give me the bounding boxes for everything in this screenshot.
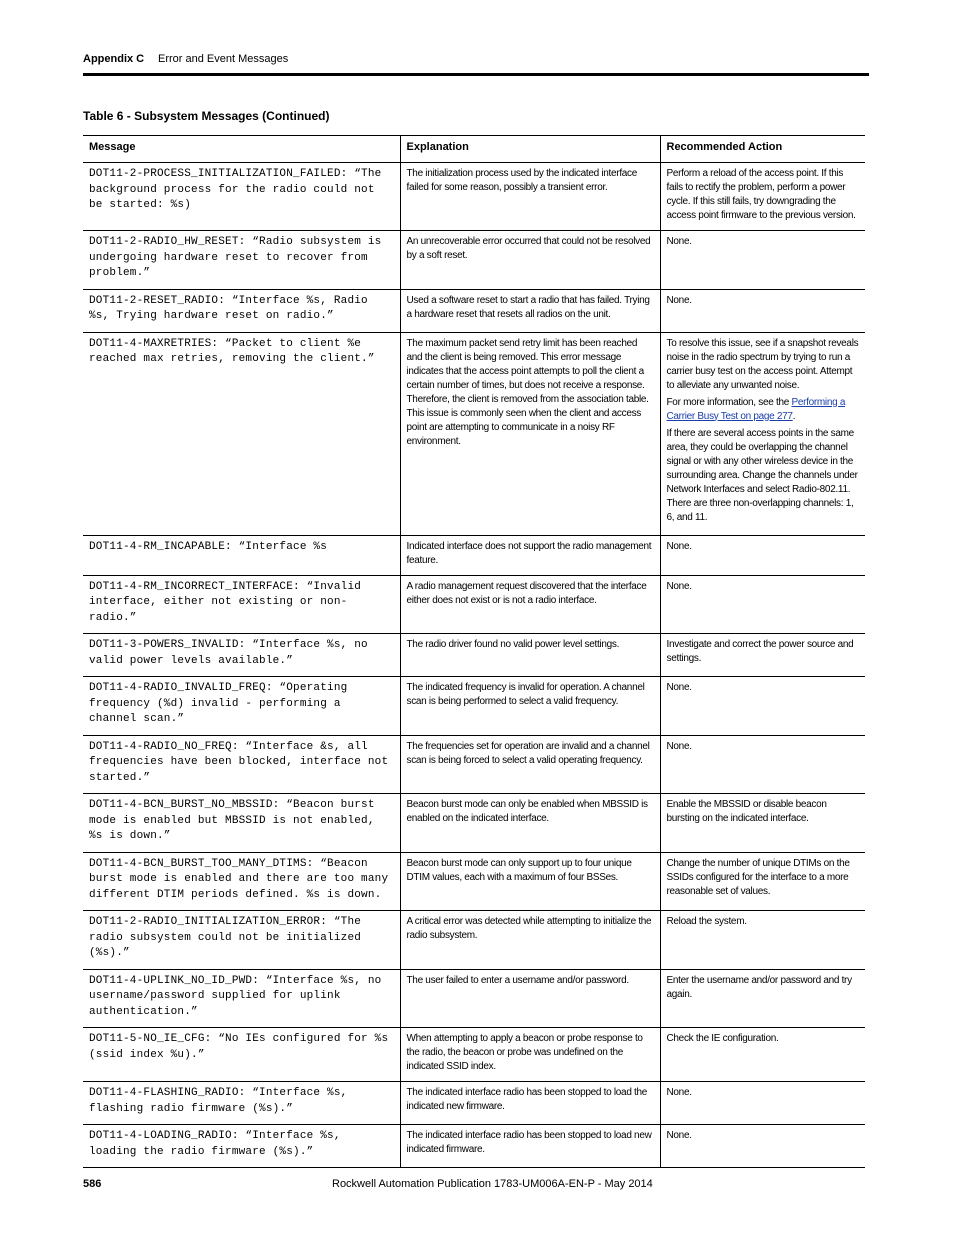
action-text: . <box>792 410 796 422</box>
table-row <box>83 332 865 535</box>
action-cell: None. <box>660 575 865 634</box>
message-cell: DOT11-4-FLASHING_RADIO: “Interface %s, flashing radio firmware (%s).” <box>83 1082 400 1125</box>
message-cell: DOT11-4-RADIO_NO_FREQ: “Interface &s, all frequencies have been blocked, interface not started.” <box>83 735 400 794</box>
column-header-message: Message <box>83 136 400 163</box>
action-cell <box>660 332 865 535</box>
table-header-row <box>83 136 865 163</box>
table-row <box>83 911 865 970</box>
message-cell: DOT11-2-PROCESS_INITIALIZATION_FAILED: “The background process for the radio could not be started: %s) <box>83 163 400 231</box>
message-cell: DOT11-4-MAXRETRIES: “Packet to client %e reached max retries, removing the client.” <box>83 332 400 535</box>
table-row <box>83 289 865 332</box>
action-cell: None. <box>660 735 865 794</box>
table-row <box>83 969 865 1028</box>
action-cell: Enable the MBSSID or disable beacon bursting on the indicated interface. <box>660 794 865 853</box>
explanation-cell: Indicated interface does not support the radio management feature. <box>400 535 660 575</box>
table-row <box>83 634 865 677</box>
explanation-cell: The indicated interface radio has been stopped to load the indicated new firmware. <box>400 1082 660 1125</box>
table-row <box>83 794 865 853</box>
explanation-cell: An unrecoverable error occurred that could not be resolved by a soft reset. <box>400 231 660 290</box>
table-row <box>83 535 865 575</box>
message-cell: DOT11-3-POWERS_INVALID: “Interface %s, no valid power levels available.” <box>83 634 400 677</box>
explanation-cell: The indicated interface radio has been stopped to load new indicated firmware. <box>400 1125 660 1168</box>
page-header <box>83 53 289 65</box>
action-cell: Change the number of unique DTIMs on the SSIDs configured for the interface to a more reasonable set of values. <box>660 852 865 911</box>
message-cell: DOT11-4-RADIO_INVALID_FREQ: “Operating frequency (%d) invalid - performing a channel scan.” <box>83 677 400 736</box>
column-header-recommended-action: Recommended Action <box>660 136 865 163</box>
explanation-cell: Beacon burst mode can only support up to four unique DTIM values, each with a maximum of four BSSes. <box>400 852 660 911</box>
explanation-cell: When attempting to apply a beacon or probe response to the radio, the beacon or probe was undefined on the indicated SSID index. <box>400 1028 660 1082</box>
message-cell: DOT11-4-BCN_BURST_NO_MBSSID: “Beacon burst mode is enabled but MBSSID is not enabled, %s is down.” <box>83 794 400 853</box>
message-cell: DOT11-5-NO_IE_CFG: “No IEs configured for %s (ssid index %u).” <box>83 1028 400 1082</box>
message-cell: DOT11-2-RADIO_INITIALIZATION_ERROR: “The radio subsystem could not be initialized (%s).” <box>83 911 400 970</box>
publication-info: Rockwell Automation Publication 1783-UM006A-EN-P - May 2014 <box>332 1178 653 1190</box>
subsystem-messages-table <box>83 135 865 1168</box>
appendix-label: Appendix C <box>83 53 145 65</box>
action-text: For more information, see the <box>666 396 792 408</box>
column-header-explanation: Explanation <box>400 136 660 163</box>
table-row <box>83 575 865 634</box>
action-paragraph <box>667 396 860 424</box>
explanation-cell: The maximum packet send retry limit has been reached and the client is being removed. This error message indicates that the access point attempts to poll the client a certain number of times, but does not receive a response. Therefore, the client is removed from the association table. This issue is commonly seen when the client and access point are attempting to communicate in a noisy RF environment. <box>400 332 660 535</box>
message-cell: DOT11-4-RM_INCORRECT_INTERFACE: “Invalid interface, either not existing or non-radio.” <box>83 575 400 634</box>
action-paragraph: If there are several access points in the same area, they could be overlapping the channel signal or with any other wireless device in the surrounding area. Change the channels under Network Interfaces and select Radio-802.11. There are three non-overlapping channels: 1, 6, and 11. <box>666 427 858 523</box>
table-row <box>83 735 865 794</box>
page-number: 586 <box>83 1178 102 1190</box>
action-cell: None. <box>660 1125 865 1168</box>
table-row <box>83 677 865 736</box>
message-cell: DOT11-2-RADIO_HW_RESET: “Radio subsystem is undergoing hardware reset to recover from problem.” <box>83 231 400 290</box>
action-cell: Enter the username and/or password and try again. <box>660 969 865 1028</box>
section-title: Error and Event Messages <box>158 53 289 65</box>
message-cell: DOT11-4-UPLINK_NO_ID_PWD: “Interface %s, no username/password supplied for uplink authentication.” <box>83 969 400 1028</box>
carrier-busy-test-link[interactable]: Performing a Carrier Busy Test on page 277 <box>666 396 846 422</box>
action-cell: Perform a reload of the access point. If this fails to rectify the problem, perform a power cycle. If this still fails, try downgrading the access point firmware to the previous version. <box>660 163 865 231</box>
explanation-cell: The user failed to enter a username and/or password. <box>400 969 660 1028</box>
action-cell: Check the IE configuration. <box>660 1028 865 1082</box>
table-row <box>83 231 865 290</box>
explanation-cell: The initialization process used by the indicated interface failed for some reason, possibly a transient error. <box>400 163 660 231</box>
action-cell: None. <box>660 1082 865 1125</box>
explanation-cell: The indicated frequency is invalid for operation. A channel scan is being performed to select a valid frequency. <box>400 677 660 736</box>
table-row <box>83 1082 865 1125</box>
action-cell: Investigate and correct the power source and settings. <box>660 634 865 677</box>
explanation-cell: A radio management request discovered that the interface either does not exist or is not a radio interface. <box>400 575 660 634</box>
table-row <box>83 163 865 231</box>
message-cell: DOT11-4-LOADING_RADIO: “Interface %s, loading the radio firmware (%s).” <box>83 1125 400 1168</box>
header-rule <box>83 73 869 76</box>
action-cell: None. <box>660 231 865 290</box>
table-title: Table 6 - Subsystem Messages (Continued) <box>83 109 330 123</box>
message-cell: DOT11-4-RM_INCAPABLE: “Interface %s <box>83 535 400 575</box>
explanation-cell: A critical error was detected while attempting to initialize the radio subsystem. <box>400 911 660 970</box>
action-cell: None. <box>660 535 865 575</box>
action-paragraph: To resolve this issue, see if a snapshot reveals noise in the radio spectrum by trying to run a carrier busy test on the access point. Attempt to alleviate any unwanted noise. <box>666 337 859 391</box>
explanation-cell: The frequencies set for operation are invalid and a channel scan is being forced to select a valid operating frequency. <box>400 735 660 794</box>
table-row <box>83 1028 865 1082</box>
table-row <box>83 852 865 911</box>
action-cell: None. <box>660 677 865 736</box>
message-cell: DOT11-4-BCN_BURST_TOO_MANY_DTIMS: “Beacon burst mode is enabled and there are too many different DTIM periods defined. %s is down. <box>83 852 400 911</box>
message-cell: DOT11-2-RESET_RADIO: “Interface %s, Radio %s, Trying hardware reset on radio.” <box>83 289 400 332</box>
table-row <box>83 1125 865 1168</box>
explanation-cell: The radio driver found no valid power level settings. <box>400 634 660 677</box>
explanation-cell: Used a software reset to start a radio that has failed. Trying a hardware reset that resets all radios on the unit. <box>400 289 660 332</box>
action-cell: None. <box>660 289 865 332</box>
explanation-cell: Beacon burst mode can only be enabled when MBSSID is enabled on the indicated interface. <box>400 794 660 853</box>
action-cell: Reload the system. <box>660 911 865 970</box>
